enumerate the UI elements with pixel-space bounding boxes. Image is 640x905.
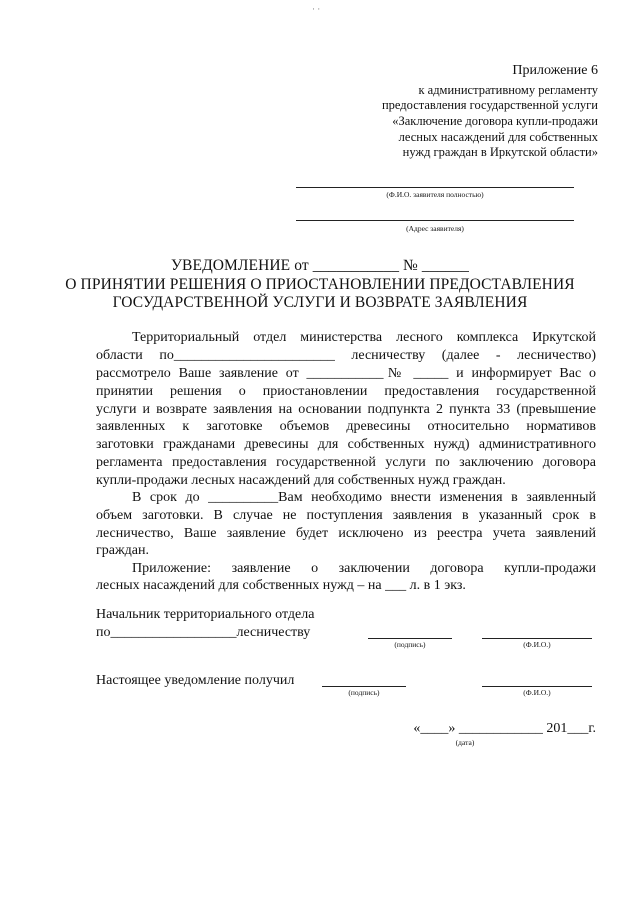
applicant-name-line xyxy=(296,187,574,188)
applicant-name-caption: (Ф.И.О. заявителя полностью) xyxy=(386,190,484,199)
body-p1-line-9: купли-продажи лесных насаждений для собственных нужд граждан. xyxy=(96,473,506,488)
header-mark: · · xyxy=(312,4,321,14)
received-name-line xyxy=(482,686,592,687)
applicant-address-caption: (Адрес заявителя) xyxy=(406,224,464,233)
date-caption: (дата) xyxy=(455,738,475,747)
received-name-caption: (Ф.И.О.) xyxy=(523,688,551,697)
applicant-address-line xyxy=(296,220,574,221)
body-p2-line-3: лесничество, Ваше заявление будет исключено из реестра учета заявлений xyxy=(96,526,596,541)
body-p1-line-2: области по_______________________ лесничеству (далее - лесничество) xyxy=(96,348,596,363)
notice-subtitle-1: О ПРИНЯТИИ РЕШЕНИЯ О ПРИОСТАНОВЛЕНИИ ПРЕДОСТАВЛЕНИЯ xyxy=(65,276,575,293)
received-label: Настоящее уведомление получил xyxy=(96,673,295,688)
annex-line-4: лесных насаждений для собственных xyxy=(398,130,598,144)
annex-line-5: нужд граждан в Иркутской области» xyxy=(402,145,598,159)
chief-name-line xyxy=(482,638,592,639)
date-line: «____» ____________ 201___г. xyxy=(413,721,596,736)
attachment-line-2: лесных насаждений для собственных нужд – на ___ л. в 1 экз. xyxy=(96,578,466,593)
body-p1-line-8: регламента предоставления государственной услуги по заключению договора xyxy=(96,455,596,470)
chief-name-caption: (Ф.И.О.) xyxy=(523,640,551,649)
attachment-line-1: Приложение: заявление о заключении договора купли-продажи xyxy=(132,561,596,576)
annex-title: Приложение 6 xyxy=(512,63,598,78)
annex-line-1: к административному регламенту xyxy=(418,83,598,97)
annex-line-2: предоставления государственной услуги xyxy=(381,98,598,112)
notice-subtitle-2: ГОСУДАРСТВЕННОЙ УСЛУГИ И ВОЗВРАТЕ ЗАЯВЛЕНИЯ xyxy=(112,294,528,311)
chief-sign-line xyxy=(368,638,452,639)
body-p1-line-7: заготовки гражданами древесины для собственных нужд) административного xyxy=(96,437,596,452)
body-p1-line-3: рассмотрело Ваше заявление от ___________№ _____ и информирует Вас о xyxy=(96,366,596,381)
chief-sign-caption: (подпись) xyxy=(394,640,426,649)
received-sign-caption: (подпись) xyxy=(348,688,380,697)
received-sign-line xyxy=(322,686,406,687)
chief-title: Начальник территориального отдела xyxy=(96,607,315,622)
body-p2-line-1: В срок до __________Вам необходимо внести изменения в заявленный xyxy=(132,490,596,505)
annex-line-3: «Заключение договора купли-продажи xyxy=(392,114,598,128)
body-p2-line-2: объем заготовки. В случае не поступления заявления в указанный срок в xyxy=(96,508,596,523)
notice-title: УВЕДОМЛЕНИЕ от ___________ № ______ xyxy=(170,257,470,274)
body-p1-line-6: заявленных к заготовке объемов древесины относительно нормативов xyxy=(96,419,596,434)
body-p1-line-4: принятии решения о приостановлении предоставления государственной xyxy=(96,384,596,399)
body-p1-line-5: услуги и возврате заявления на основании подпункта 2 пункта 33 (превышение xyxy=(96,402,596,417)
body-p2-line-4: граждан. xyxy=(96,543,149,558)
chief-forestry: по__________________лесничеству xyxy=(96,625,311,640)
body-p1-line-1: Территориальный отдел министерства лесного комплекса Иркутской xyxy=(132,330,596,345)
